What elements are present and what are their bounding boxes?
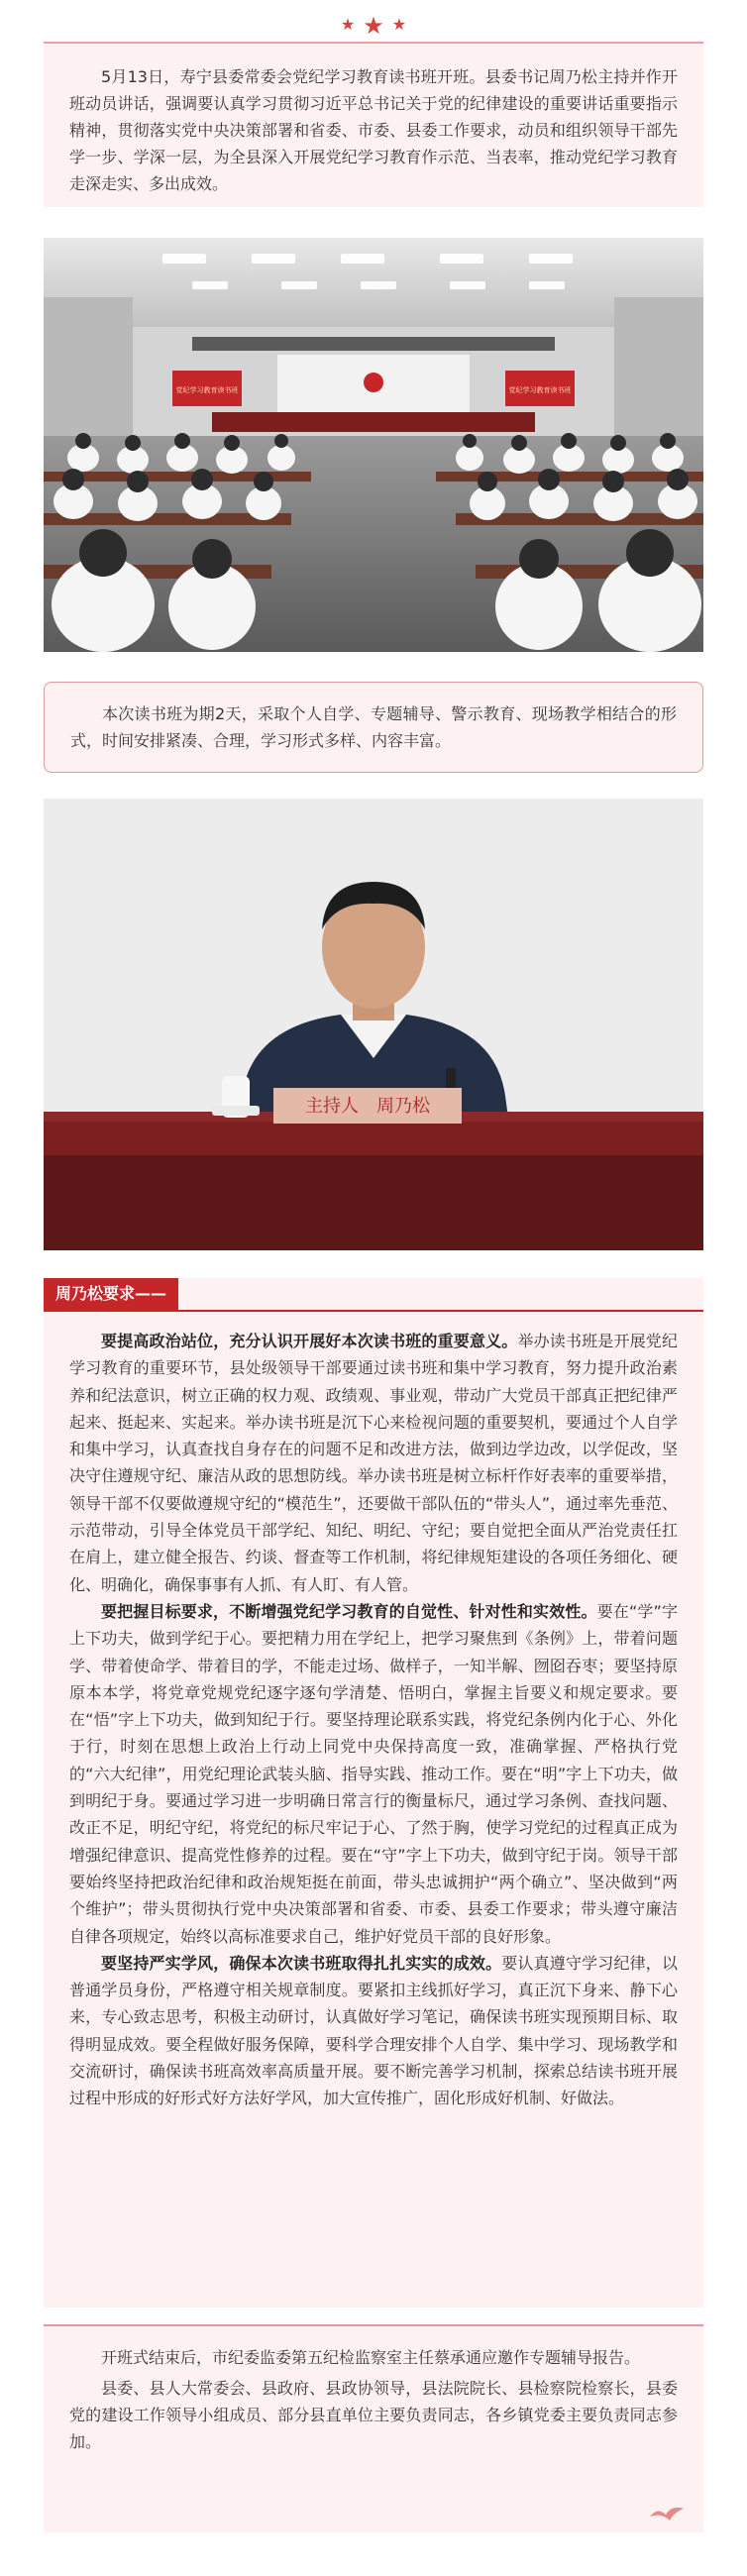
star-decoration bbox=[0, 12, 747, 40]
intro-paragraph: 5月13日，寿宁县委常委会党纪学习教育读书班开班。县委书记周乃松主持并作开班动员讲话，强调要认真学习贯彻习近平总书记关于党的纪律建设的重要讲话重要指示精神，贯彻落实党中央决策部署和省委、市委、县委工作要求，动员和组织领导干部先学一步、学深一层，为全县深入开展党纪学习教育作示范、当表率，推动党纪学习教育走深走实、多出成效。 bbox=[69, 67, 678, 193]
star-icon: ★ bbox=[340, 15, 356, 34]
banner-left: 党纪学习教育读书班 bbox=[175, 386, 239, 394]
requirement-body-2: 要在“学”字上下功夫，做到学纪于心。要把精力用在学纪上，把学习聚焦到《条例》上，带着问题学、带着使命学、带着目的学，不能走过场、做样子，一知半解、囫囵吞枣；要坚持原原本本学，将党章党规党纪逐字逐句学清楚、悟明白，掌握主旨要义和规定要求。要在“悟”字上下功夫，做到知纪于行。要坚持理论联系实践，将党纪条例内化于心、外化于行，时刻在思想上政治上行动上同党中央保持高度一致，准确掌握、严格执行党的“六大纪律”，用党纪理论武装头脑、指导实践、推动工作。要在“明”字上下功夫，做到明纪于身。要通过学习进一步明确日常言行的衡量标尺，通过学习条例、查找问题、改正不足，明纪守纪，将党纪的标尺牢记于心、了然于胸，使学习党纪的过程真正成为增强纪律意识、提高党性修养的过程。要在“守”字上下功夫，做到守纪于岗。领导干部要始终坚持把政治纪律和政治规矩挺在前面，带头忠诚拥护“两个确立”、坚决做到“两个维护”；带头贯彻执行党中央决策部署和省委、市委、县委工作要求；带头遵守廉洁自律各项规定，始终以高标准要求自己，维护好党员干部的良好形象。 bbox=[69, 1601, 678, 1946]
nameplate-text: 主持人 周乃松 bbox=[305, 1096, 430, 1117]
requirement-lead-2: 要把握目标要求，不断增强党纪学习教育的自觉性、针对性和实效性。 bbox=[101, 1601, 597, 1621]
requirement-body-1: 举办读书班是开展党纪学习教育的重要环节，县处级领导干部要通过读书班和集中学习教育，努力提升政治素养和纪法意识，树立正确的权力观、政绩观、事业观，带动广大党员干部真正把纪律严起来、挺起来、实起来。举办读书班是沉下心来检视问题的重要契机，要通过个人自学和集中学习，认真查找自身存在的问题不足和改进方法，做到边学边改，以学促改，坚决守住遵规守纪、廉洁从政的思想防线。举办读书班是树立标杆作好表率的重要举措，领导干部不仅要做遵规守纪的“模范生”，还要做干部队伍的“带头人”，通过率先垂范、示范带动，引导全体党员干部学纪、知纪、明纪、守纪；要自觉把全面从严治党责任扛在肩上，建立健全报告、约谈、督查等工作机制，将纪律规矩建设的各项任务细化、硬化、明确化，确保事事有人抓、有人盯、有人管。 bbox=[69, 1332, 678, 1594]
host-portrait-photo bbox=[44, 799, 703, 1250]
requirement-paragraph-1 bbox=[69, 1328, 678, 1598]
requirement-paragraph-2 bbox=[69, 1598, 678, 1950]
banner-right: 党纪学习教育读书班 bbox=[508, 386, 572, 394]
arrangement-paragraph: 本次读书班为期2天，采取个人自学、专题辅导、警示教育、现场教学相结合的形式，时间安排紧凑、合理，学习形式多样、内容丰富。 bbox=[70, 704, 677, 750]
section-tag: 周乃松要求—— bbox=[44, 1278, 178, 1310]
closing-paragraph-1: 开班式结束后，市纪委监委第五纪检监察室主任蔡承通应邀作专题辅导报告。 bbox=[101, 2348, 641, 2367]
requirements-body bbox=[69, 1328, 678, 2112]
section-divider bbox=[44, 1310, 703, 1312]
section-header bbox=[44, 1278, 703, 1310]
intro-card bbox=[44, 42, 703, 207]
meeting-hall-illustration bbox=[44, 238, 703, 652]
closing-paragraph-2: 县委、县人大常委会、县政府、县政协领导，县法院院长、县检察院检察长，县委党的建设工作领导小组成员、部分县直单位主要负责同志，各乡镇党委主要负责同志参加。 bbox=[69, 2379, 678, 2451]
star-icon: ★ bbox=[363, 12, 384, 40]
requirements-section bbox=[44, 1278, 703, 2308]
requirement-paragraph-3 bbox=[69, 1950, 678, 2112]
bird-decoration-icon bbox=[648, 2503, 688, 2524]
requirement-lead-3: 要坚持严实学风，确保本次读书班取得扎扎实实的成效。 bbox=[101, 1953, 502, 1973]
closing-card bbox=[44, 2324, 703, 2532]
star-icon: ★ bbox=[391, 15, 407, 34]
host-portrait-illustration bbox=[44, 799, 703, 1250]
requirement-lead-1: 要提高政治站位，充分认识开展好本次读书班的重要意义。 bbox=[101, 1332, 518, 1350]
arrangement-card bbox=[44, 682, 703, 773]
meeting-hall-photo bbox=[44, 238, 703, 652]
requirement-body-3: 要认真遵守学习纪律，以普通学员身份，严格遵守相关规章制度。要紧扣主线抓好学习，真正沉下身来、静下心来，专心致志思考，积极主动研讨，认真做好学习笔记，确保读书班实现预期目标、取得明显成效。要全程做好服务保障，要科学合理安排个人自学、集中学习、现场教学和交流研讨，确保读书班高效率高质量开展。要不断完善学习机制，探索总结读书班开展过程中形成的好形式好方法好学风，加大宣传推广，固化形成好机制、好做法。 bbox=[69, 1953, 678, 2108]
